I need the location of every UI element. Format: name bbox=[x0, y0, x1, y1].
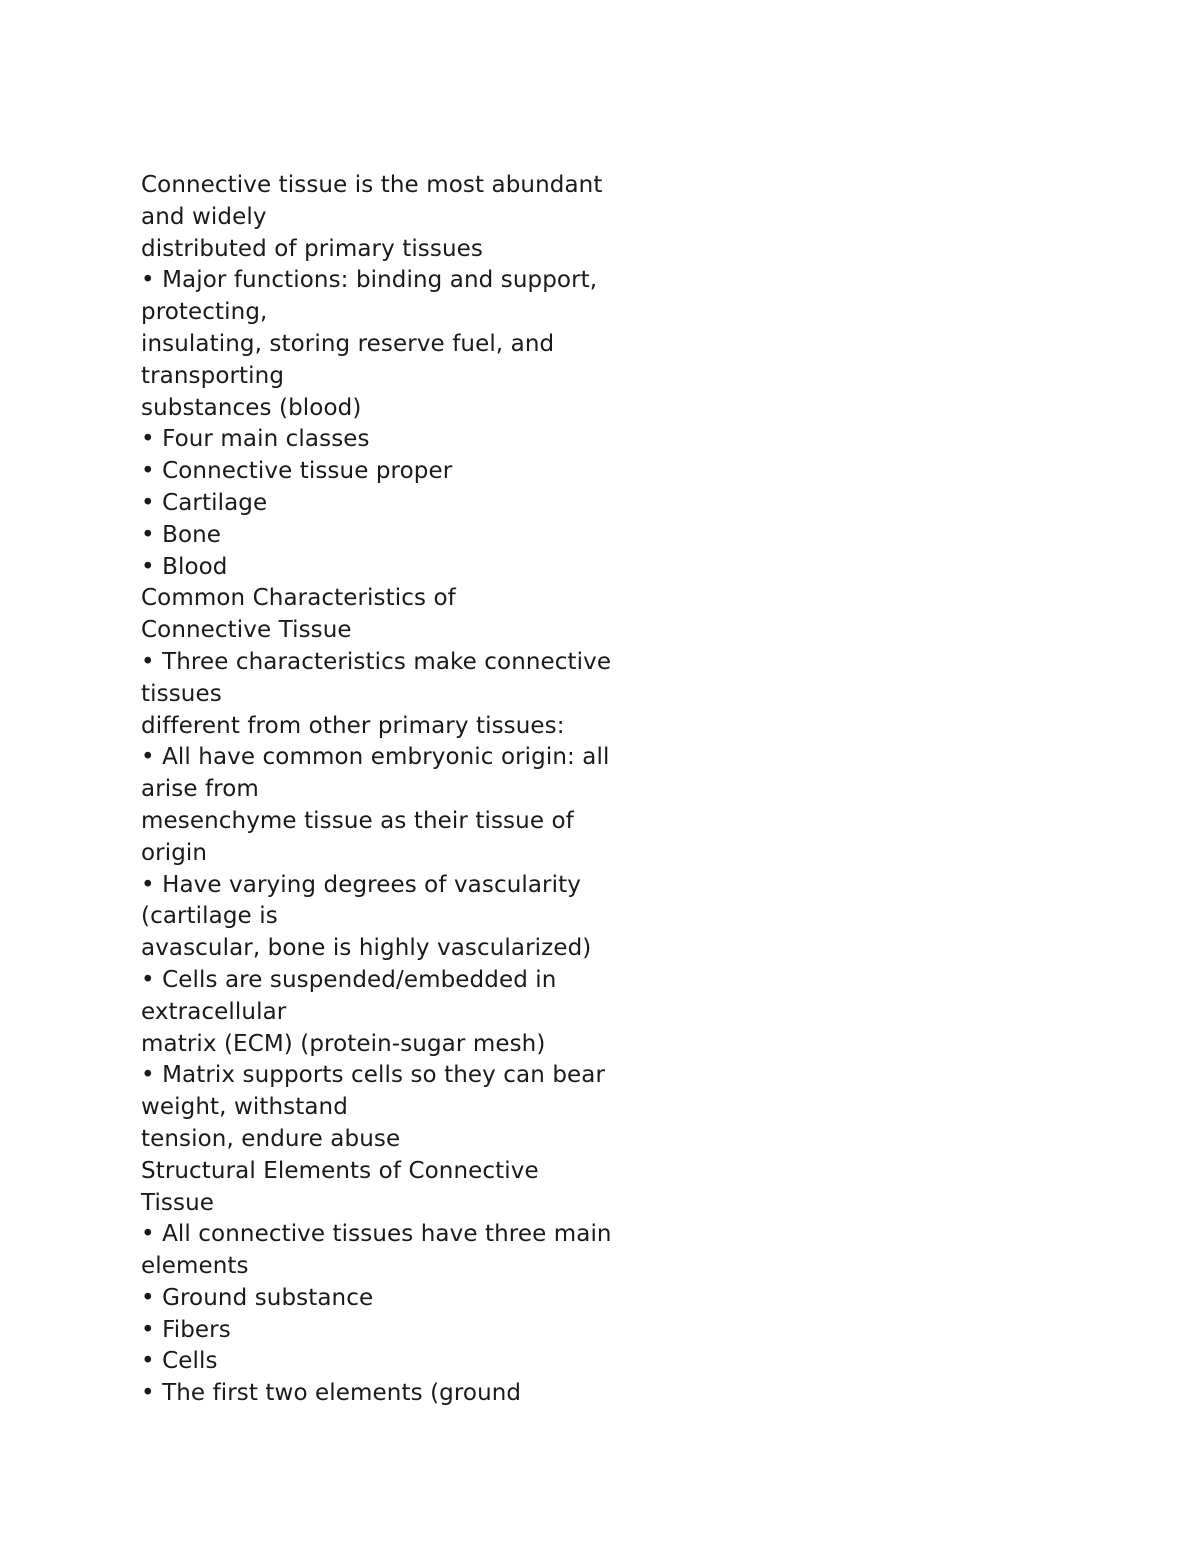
text-line: • Matrix supports cells so they can bear bbox=[141, 1062, 606, 1089]
text-line: • All have common embryonic origin: all bbox=[141, 744, 610, 771]
text-line: avascular, bone is highly vascularized) bbox=[141, 935, 592, 962]
text-line: • Connective tissue proper bbox=[141, 458, 453, 485]
text-line: substances (blood) bbox=[141, 394, 362, 421]
text-line: distributed of primary tissues bbox=[141, 235, 483, 262]
text-line: • Bone bbox=[141, 521, 222, 548]
text-line: tension, endure abuse bbox=[141, 1125, 401, 1152]
text-line: • Cells are suspended/embedded in bbox=[141, 966, 557, 993]
text-line: protecting, bbox=[141, 299, 268, 326]
text-line: different from other primary tissues: bbox=[141, 712, 565, 739]
text-line: • Major functions: binding and support, bbox=[141, 267, 598, 294]
text-line: mesenchyme tissue as their tissue of bbox=[141, 807, 574, 834]
text-line: (cartilage is bbox=[141, 903, 278, 930]
text-line: • Ground substance bbox=[141, 1284, 374, 1311]
document-text bbox=[141, 170, 701, 1410]
text-line: Structural Elements of Connective bbox=[141, 1157, 539, 1184]
text-line: Tissue bbox=[141, 1189, 215, 1216]
text-line: elements bbox=[141, 1253, 249, 1280]
text-line: origin bbox=[141, 839, 208, 866]
text-line: • Cartilage bbox=[141, 489, 268, 516]
text-line: arise from bbox=[141, 776, 259, 803]
text-line: extracellular bbox=[141, 998, 287, 1025]
text-line: Connective Tissue bbox=[141, 617, 352, 644]
text-line: • Cells bbox=[141, 1348, 218, 1375]
text-line: matrix (ECM) (protein-sugar mesh) bbox=[141, 1030, 546, 1057]
text-line: Common Characteristics of bbox=[141, 585, 456, 612]
text-line: transporting bbox=[141, 362, 285, 389]
text-line: Connective tissue is the most abundant bbox=[141, 172, 603, 198]
text-line: • Three characteristics make connective bbox=[141, 648, 612, 675]
text-line: weight, withstand bbox=[141, 1094, 348, 1121]
text-line: insulating, storing reserve fuel, and bbox=[141, 330, 555, 357]
text-line: • All connective tissues have three main bbox=[141, 1221, 612, 1248]
text-line: • The first two elements (ground bbox=[141, 1380, 522, 1407]
text-line: • Blood bbox=[141, 553, 228, 580]
text-line: • Four main classes bbox=[141, 426, 370, 453]
text-line: tissues bbox=[141, 680, 222, 707]
text-line: and widely bbox=[141, 203, 267, 230]
text-line: • Fibers bbox=[141, 1316, 231, 1343]
text-line: • Have varying degrees of vascularity bbox=[141, 871, 581, 898]
